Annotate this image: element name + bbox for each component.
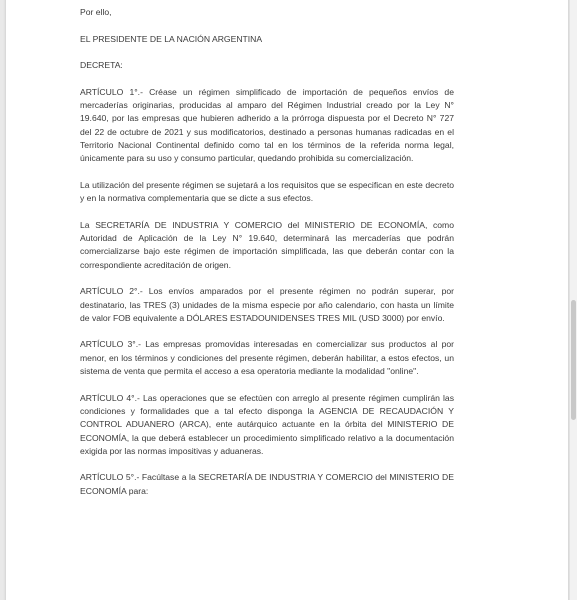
- document-body: [80, 6, 454, 511]
- paragraph-por-ello: Por ello,: [80, 7, 112, 17]
- paragraph-articulo-3: ARTÍCULO 3°.- Las empresas promovidas interesadas en comercializar sus productos al por menor, en los términos y condiciones del presente régimen, deberán habilitar, a estos efectos, un sistema de venta que permita el acceso a esa operatoria mediante la modalidad "online".: [80, 339, 454, 377]
- paragraph-secretaria: La SECRETARÍA DE INDUSTRIA Y COMERCIO del MINISTERIO DE ECONOMÍA, como Autoridad de Aplicación de la Ley N° 19.640, determinará las mercaderías que podrán comercializarse bajo este régimen de importación simplificada, las que deberán contar con la correspondiente acreditación de origen.: [80, 219, 454, 270]
- document-page: [6, 0, 568, 600]
- paragraph-articulo-4: ARTÍCULO 4°.- Las operaciones que se efectúen con arreglo al presente régimen cumplirán las condiciones y formalidades que a tal efecto disponga la AGENCIA DE RECAUDACIÓN Y CONTROL ADUANERO (ARCA), ente autárquico actuante en la órbita del MINISTERIO DE ECONOMÍA, la que deberá establecer un procedimiento simplificado relativo a la documentación exigida por las normas impositivas y aduaneras.: [80, 392, 454, 456]
- scrollbar[interactable]: [570, 0, 577, 600]
- paragraph-articulo-1: ARTÍCULO 1°.- Créase un régimen simplificado de importación de pequeños envíos de mercaderías originarias, producidas al amparo del Régimen Industrial creado por la Ley N° 19.640, por las empresas que hubieren adherido a la prórroga dispuesta por el Decreto N° 727 del 22 de octubre de 2021 y sus modificatorios, destinado a personas humanas radicadas en el Territorio Nacional Continental definido como tal en los términos de la referida norma legal, únicamente para su uso y consumo particular, quedando prohibida su comercialización.: [80, 86, 454, 164]
- paragraph-articulo-5: ARTÍCULO 5°.- Facúltase a la SECRETARÍA DE INDUSTRIA Y COMERCIO del MINISTERIO DE ECONOMÍA para:: [80, 472, 454, 496]
- paragraph-utilizacion: La utilización del presente régimen se sujetará a los requisitos que se especifican en este decreto y en la normativa complementaria que se dicte a sus efectos.: [80, 179, 454, 204]
- paragraph-articulo-2: ARTÍCULO 2°.- Los envíos amparados por el presente régimen no podrán superar, por destinatario, las TRES (3) unidades de la misma especie por año calendario, con hasta un límite de valor FOB equivalente a DÓLARES ESTADOUNIDENSES TRES MIL (USD 3000) por envío.: [80, 286, 454, 323]
- paragraph-presidente: EL PRESIDENTE DE LA NACIÓN ARGENTINA: [80, 33, 263, 44]
- paragraph-decreta: DECRETA:: [80, 60, 123, 71]
- scrollbar-thumb[interactable]: [571, 300, 576, 420]
